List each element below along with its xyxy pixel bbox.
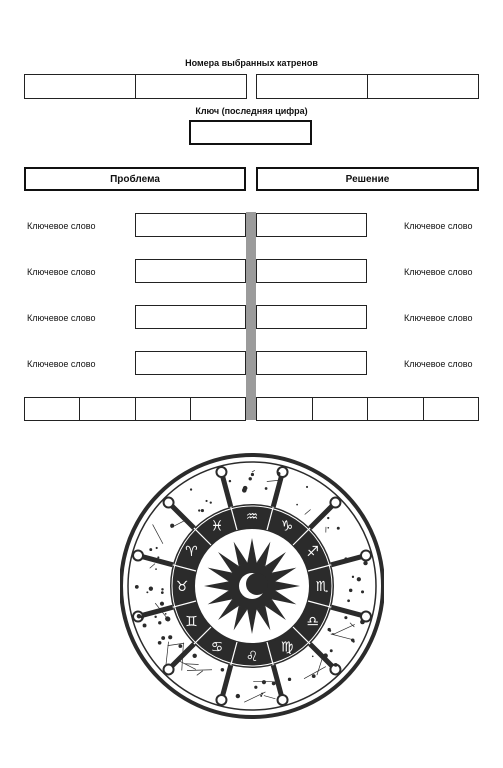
constellation-star — [351, 559, 353, 561]
constellation-line — [171, 520, 186, 528]
constellation-star — [158, 641, 162, 645]
constellation-star — [192, 654, 196, 658]
constellation-star — [344, 616, 347, 619]
constellation-star — [157, 556, 159, 558]
moon-shadow — [246, 573, 268, 595]
constellation-star — [155, 568, 157, 570]
constellation-star — [236, 694, 240, 698]
constellation-star — [330, 649, 333, 652]
spoke-node — [133, 550, 143, 560]
problem-keyword-field-2[interactable] — [135, 259, 246, 283]
solution-title: Решение — [345, 173, 390, 185]
constellation-star — [165, 613, 167, 615]
spoke-node — [278, 467, 288, 477]
constellation-line — [177, 660, 195, 669]
constellation-line — [185, 664, 199, 665]
constellation-star — [360, 620, 365, 625]
constellation-star — [198, 509, 200, 511]
constellation-star — [210, 501, 212, 503]
spoke-node — [330, 498, 340, 508]
constellation-star — [221, 668, 225, 672]
quatrain-field-1[interactable] — [25, 75, 136, 98]
solution-header — [256, 167, 479, 191]
spoke-node — [361, 550, 371, 560]
constellation-line — [150, 564, 155, 569]
problem-summary-cells — [24, 397, 246, 421]
solution-keyword-field-2[interactable] — [256, 259, 367, 283]
zodiac-sign-glyph: ♎ — [306, 614, 319, 630]
constellation-star — [161, 591, 164, 594]
constellation-star — [352, 640, 354, 642]
solution-keyword-field-1[interactable] — [256, 213, 367, 237]
constellation-star — [154, 616, 156, 618]
constellation-line — [244, 692, 265, 702]
constellation-star — [160, 602, 164, 606]
constellation-star — [143, 623, 147, 627]
constellation-line — [264, 696, 276, 699]
constellation-star — [352, 576, 354, 578]
problem-header — [24, 167, 246, 191]
spoke-node — [216, 467, 226, 477]
zodiac-wheel-icon — [120, 452, 384, 720]
solution-keyword-label-4: Ключевое слово — [404, 359, 473, 369]
constellation-star — [306, 486, 308, 488]
solution-keyword-label-1: Ключевое слово — [404, 221, 473, 231]
constellation-line — [317, 656, 323, 675]
zodiac-sign-glyph: ♓ — [210, 518, 224, 535]
solution-summary-cell-2[interactable] — [313, 398, 369, 420]
problem-keyword-label-1: Ключевое слово — [27, 221, 96, 231]
zodiac-sign-glyph: ♍ — [280, 639, 294, 656]
constellation-line — [333, 624, 355, 634]
solution-summary-cells — [256, 397, 479, 421]
solution-keyword-label-2: Ключевое слово — [404, 267, 473, 277]
constellation-star — [190, 488, 192, 490]
constellation-star — [265, 487, 268, 490]
constellation-star — [361, 590, 364, 593]
solution-keyword-label-3: Ключевое слово — [404, 313, 473, 323]
constellation-star — [156, 547, 158, 549]
constellation-star — [168, 635, 172, 639]
zodiac-sign-glyph: ♋ — [210, 639, 224, 656]
constellation-line — [187, 670, 212, 671]
constellation-star — [334, 663, 338, 667]
problem-keyword-label-4: Ключевое слово — [27, 359, 96, 369]
solution-keyword-field-4[interactable] — [256, 351, 367, 375]
constellation-star — [296, 504, 298, 506]
constellation-star — [347, 599, 350, 602]
zodiac-sign-glyph: ♈ — [185, 544, 198, 560]
constellation-star — [161, 588, 163, 590]
spoke-node — [164, 498, 174, 508]
constellation-star — [344, 557, 347, 560]
quatrain-field-4[interactable] — [368, 75, 478, 98]
zodiac-wheel-illustration — [120, 452, 384, 720]
solution-summary-cell-1[interactable] — [257, 398, 313, 420]
constellation-line — [252, 470, 255, 472]
quatrain-field-2[interactable] — [136, 75, 246, 98]
constellation-star — [137, 614, 141, 618]
constellation-star — [312, 656, 314, 658]
problem-summary-cell-2[interactable] — [80, 398, 135, 420]
center-divider — [246, 212, 256, 420]
constellation-star — [329, 630, 331, 632]
zodiac-sign-glyph: ♐ — [306, 544, 319, 560]
zodiac-sign-glyph: ♒ — [245, 509, 259, 525]
constellation-star — [359, 579, 361, 581]
constellation-star — [149, 548, 152, 551]
quatrain-input-group-right — [256, 74, 479, 99]
constellation-star — [349, 589, 352, 592]
problem-keyword-label-2: Ключевое слово — [27, 267, 96, 277]
constellation-star — [288, 678, 291, 681]
constellation-star — [277, 472, 280, 475]
constellation-star — [205, 500, 207, 502]
constellation-star — [323, 653, 328, 658]
solution-summary-cell-3[interactable] — [368, 398, 424, 420]
spoke-node — [216, 695, 226, 705]
constellation-star — [201, 509, 204, 512]
quatrain-field-3[interactable] — [257, 75, 368, 98]
zodiac-sign-glyph: ♑ — [280, 518, 294, 535]
constellation-star — [327, 517, 329, 519]
constellation-star — [312, 674, 316, 678]
constellation-line — [197, 671, 203, 675]
spoke-node — [164, 664, 174, 674]
constellation-star — [178, 644, 182, 648]
constellation-line — [331, 634, 354, 640]
solution-keyword-field-3[interactable] — [256, 305, 367, 329]
zodiac-sign-glyph: ♌ — [245, 649, 259, 665]
constellation-line — [166, 642, 168, 665]
key-heading: Ключ (последняя цифра) — [195, 106, 308, 116]
problem-title: Проблема — [110, 173, 160, 185]
key-field[interactable] — [189, 120, 312, 145]
constellation-star — [251, 473, 254, 476]
constellation-star — [254, 686, 257, 689]
constellation-star — [158, 621, 161, 624]
solution-summary-cell-4[interactable] — [424, 398, 479, 420]
constellation-star — [146, 591, 148, 593]
spoke-node — [278, 695, 288, 705]
constellation-star — [186, 521, 189, 524]
constellation-star — [135, 585, 139, 589]
constellation-star — [363, 561, 367, 565]
constellation-star — [161, 636, 165, 640]
constellation-star — [249, 477, 252, 480]
constellation-star — [243, 486, 248, 491]
zodiac-sign-glyph: ♊ — [185, 614, 198, 630]
problem-summary-cell-3[interactable] — [136, 398, 191, 420]
constellation-star — [229, 480, 231, 482]
constellation-line — [153, 524, 163, 543]
constellation-star — [327, 527, 329, 529]
constellation-star — [262, 680, 266, 684]
problem-keyword-label-3: Ключевое слово — [27, 313, 96, 323]
selected-quatrains-heading: Номера выбранных катренов — [185, 58, 318, 68]
problem-summary-cell-4[interactable] — [191, 398, 245, 420]
constellation-line — [305, 509, 311, 514]
zodiac-sign-glyph: ♏ — [315, 579, 329, 595]
constellation-star — [149, 587, 153, 591]
constellation-line — [267, 480, 279, 481]
constellation-star — [260, 695, 262, 697]
problem-summary-cell-1[interactable] — [25, 398, 80, 420]
zodiac-sign-glyph: ♉ — [175, 579, 189, 595]
constellation-star — [337, 527, 340, 530]
problem-keyword-field-1[interactable] — [135, 213, 246, 237]
quatrain-input-group-left — [24, 74, 247, 99]
problem-keyword-field-3[interactable] — [135, 305, 246, 329]
problem-keyword-field-4[interactable] — [135, 351, 246, 375]
